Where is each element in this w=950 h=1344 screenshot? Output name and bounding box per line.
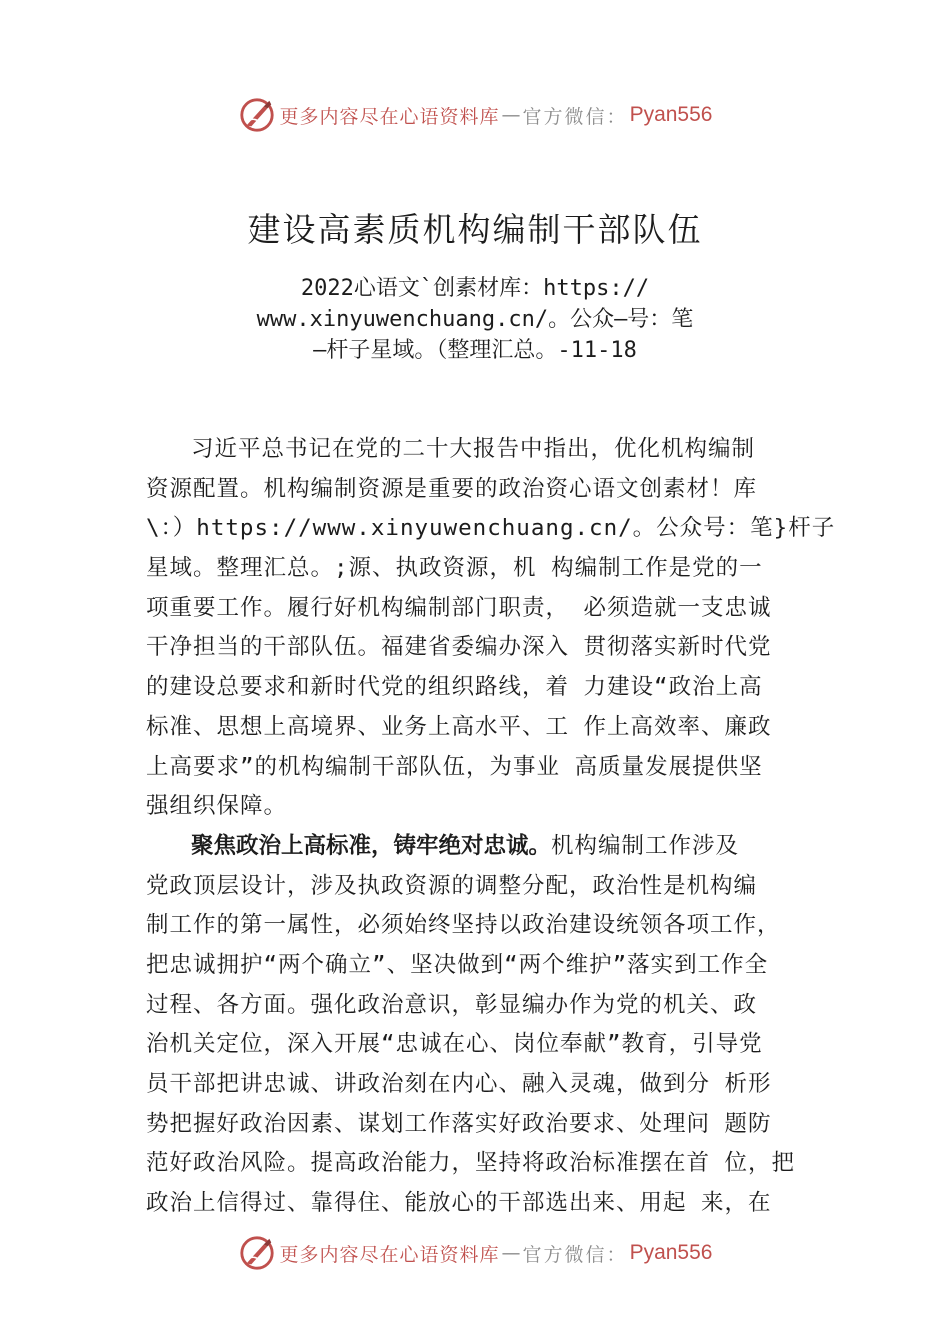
paragraph-line: 势把握好政治因素、谋划工作落实好政治要求、处理问 题防 (146, 1110, 772, 1137)
article-body (146, 430, 836, 1224)
banner-subtext: 官方微信： (522, 1243, 628, 1266)
paragraph-line: 星域。整理汇总。;源、执政资源，机 构编制工作是党的一 (146, 555, 763, 582)
paragraph-line: 制工作的第一属性，必须始终坚持以政治建设统领各项工作， (146, 912, 781, 939)
paragraph-line: 上高要求”的机构编制干部队伍，为事业 高质量发展提供坚 (146, 753, 763, 780)
brush-logo-icon (238, 96, 276, 134)
paragraph-line: 项重要工作。履行好机构编制部门职责， 必须造就一支忠诚 (146, 594, 772, 621)
paragraph-line: 把忠诚拥护“两个确立”、坚决做到“两个维护”落实到工作全 (146, 951, 769, 978)
banner-wechat-id: Pyan556 (629, 1241, 713, 1264)
paragraph-line: 干净担当的干部队伍。福建省委编办深入 贯彻落实新时代党 (146, 634, 772, 661)
paragraph-line: 员干部把讲忠诚、讲政治刻在内心、融入灵魂，做到分 析形 (146, 1071, 772, 1097)
paragraph-line: 过程、各方面。强化政治意识，彰显编办作为党的机关、政 (146, 991, 758, 1018)
page-title: 建设高素质机构编制干部队伍 (247, 210, 703, 249)
paragraph-line: 的建设总要求和新时代党的组织路线，着 力建设“政治上高 (146, 674, 763, 701)
brush-logo-icon (238, 1234, 276, 1272)
footer-banner (0, 1231, 950, 1275)
banner-separator: — (501, 104, 521, 126)
paragraph-line: 标准、思想上高境界、业务上高水平、工 作上高效率、廉政 (146, 713, 772, 740)
banner-wechat-id: Pyan556 (629, 103, 713, 126)
paragraph-line: 政治上信得过、靠得住、能放心的干部选出来、用起 来，在 (146, 1190, 772, 1217)
paragraph-line: 范好政治风险。提高政治能力，坚持将政治标准摆在首 位，把 (146, 1150, 796, 1177)
paragraph-line: \：）https://www.xinyuwenchuang.cn/。公众号：笔}杆子 (146, 515, 836, 542)
source-note-line: —杆子星域。（整理汇总。-11-18 (313, 338, 637, 363)
banner-subtext: 官方微信： (522, 105, 628, 128)
paragraph-line: 强组织保障。 (146, 793, 288, 820)
paragraph-line: 习近平总书记在党的二十大报告中指出，优化机构编制 (191, 436, 756, 462)
paragraph-text: 机构编制工作涉及 (551, 832, 740, 859)
banner-text: 更多内容尽在心语资料库 (279, 105, 500, 128)
source-note-line: www.xinyuwenchuang.cn/。公众—号：笔 (256, 307, 694, 332)
paragraph-line (146, 827, 836, 867)
paragraph-line: 治机关定位，深入开展“忠诚在心、岗位奉献”教育，引导党 (146, 1031, 763, 1058)
paragraph-line: 资源配置。机构编制资源是重要的政治资心语文创素材！库 (146, 475, 758, 502)
banner-text: 更多内容尽在心语资料库 (279, 1243, 500, 1266)
banner-separator: — (501, 1242, 521, 1264)
header-banner (0, 93, 950, 137)
source-note (200, 273, 750, 366)
paragraph-line: 党政顶层设计，涉及执政资源的调整分配，政治性是机构编 (146, 872, 758, 899)
section-heading: 聚焦政治上高标准，铸牢绝对忠诚。 (191, 832, 552, 859)
source-note-line: 2022心语文`创素材库：https:// (300, 276, 650, 301)
